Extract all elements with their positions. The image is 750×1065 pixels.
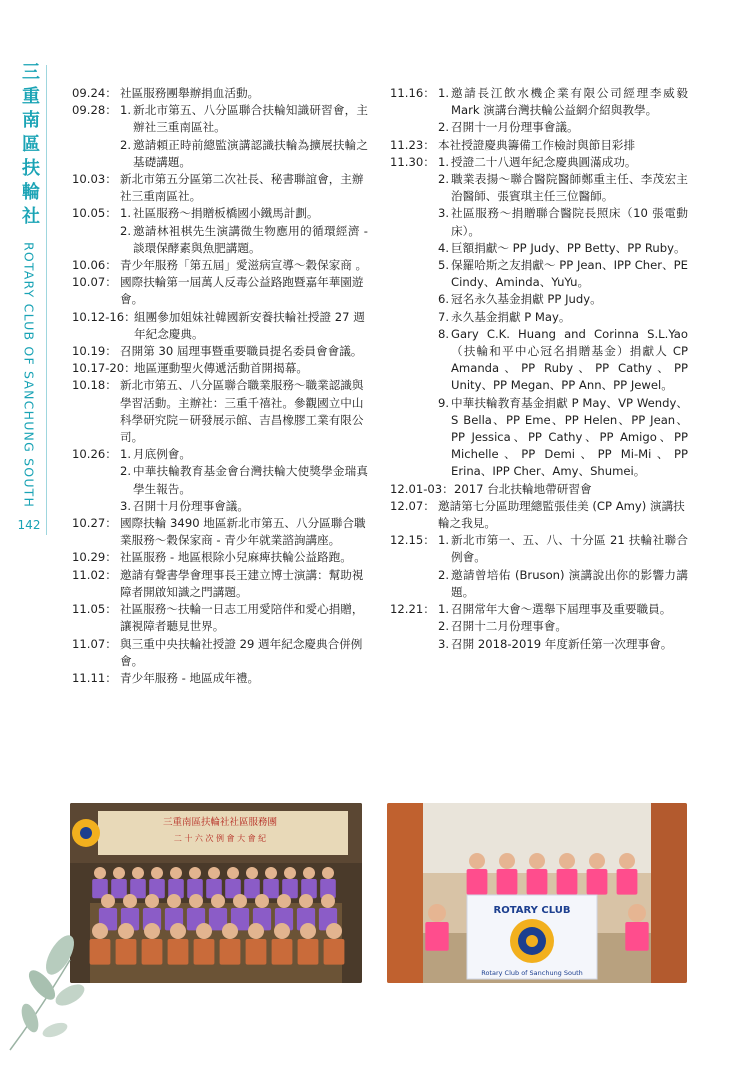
entry-item <box>438 137 688 154</box>
entry-item <box>120 223 368 257</box>
calendar-entry <box>72 377 368 446</box>
person-figure <box>587 869 608 895</box>
item-text: 新北市第五、八分區聯合扶輪知識研習會，主辦社三重南區社。 <box>133 103 368 135</box>
item-number: 6. <box>438 292 450 307</box>
person-figure <box>284 867 296 879</box>
person-figure <box>248 923 264 939</box>
entry-item <box>120 257 368 274</box>
group-photo-left <box>70 803 362 983</box>
person-figure <box>167 894 181 908</box>
entry-item <box>438 636 688 653</box>
item-number: 2. <box>438 172 450 187</box>
calendar-entry <box>390 532 688 601</box>
entry-date: 11.16： <box>390 86 435 100</box>
entry-items <box>134 309 368 343</box>
entry-item <box>438 119 688 136</box>
item-text: 授證二十八週年紀念慶典圓滿成功。 <box>451 154 637 169</box>
item-number: 1. <box>120 447 132 462</box>
item-number: 2. <box>438 567 450 582</box>
leaf-decoration-icon <box>0 900 110 1065</box>
item-text: 召開 2018-2019 年度新任第一次理事會。 <box>451 636 673 651</box>
entry-date: 10.27： <box>72 516 117 531</box>
person-figure <box>303 867 315 879</box>
entry-date: 09.24： <box>72 86 117 100</box>
entry-item <box>438 85 688 119</box>
entry-item <box>438 240 688 257</box>
person-figure <box>497 869 518 895</box>
item-text: 新北市第一、五、八、十分區 21 扶輪社聯合例會。 <box>451 533 688 565</box>
person-figure <box>277 894 291 908</box>
person-figure <box>428 904 446 922</box>
calendar-entry <box>72 446 368 515</box>
item-text: 職業表揚～聯合醫院醫師鄭重主任、李茂宏主治醫師、張賓琪主任三位醫師。 <box>451 172 688 204</box>
person-figure <box>527 869 548 895</box>
item-text: 地區運動聖火傳遞活動首開揭幕。 <box>134 361 308 376</box>
entry-item <box>120 171 368 205</box>
person-figure <box>132 867 144 879</box>
entry-items <box>120 171 368 205</box>
entry-items <box>120 515 368 549</box>
entry-items <box>454 481 688 498</box>
flag-title: ROTARY CLUB <box>493 905 571 916</box>
person-figure <box>628 904 646 922</box>
entry-items <box>120 257 368 274</box>
club-name-english: ROTARY CLUB OF SANCHUNG SOUTH <box>21 242 37 509</box>
item-number: 8. <box>438 326 450 341</box>
entry-item <box>120 636 368 670</box>
entry-date: 11.05： <box>72 602 117 617</box>
entry-items <box>438 85 688 137</box>
page-number: 142 <box>17 518 41 533</box>
person-figure <box>118 923 134 939</box>
group-photo-right <box>387 803 687 983</box>
item-text: 邀請長江飲水機企業有限公司經理李威毅 Mark 演講台灣扶輪公益網介紹與教學。 <box>451 86 688 118</box>
person-figure <box>211 894 225 908</box>
entry-items <box>120 85 368 102</box>
entry-item <box>120 515 368 549</box>
person-figure <box>168 939 189 965</box>
item-number: 1. <box>438 533 450 548</box>
item-text: 國際扶輪 3490 地區新北市第五、八分區聯合職業服務～穀保家商 - 青少年就業諮詢講座。 <box>120 516 366 548</box>
left-column <box>72 85 368 687</box>
entry-items <box>120 343 368 360</box>
item-text: 永久基金捐獻 P May。 <box>451 309 571 324</box>
entry-item <box>438 567 688 601</box>
person-figure <box>123 894 137 908</box>
person-figure <box>467 869 488 895</box>
calendar-entry <box>390 481 688 498</box>
entry-item <box>454 481 688 498</box>
entry-items <box>120 274 368 308</box>
item-number: 1. <box>120 103 132 118</box>
entry-date: 12.07： <box>390 498 435 513</box>
person-figure <box>208 867 220 879</box>
item-text: 月底例會。 <box>133 447 191 462</box>
right-column <box>390 85 688 653</box>
entry-items <box>438 601 688 653</box>
person-figure <box>116 939 137 965</box>
item-number: 9. <box>438 395 450 410</box>
item-text: 邀請頼正時前總監演講認識扶輪為擴展扶輪之基礎講題。 <box>133 137 368 169</box>
person-figure <box>322 867 334 879</box>
entry-item <box>120 567 368 601</box>
person-figure <box>220 939 241 965</box>
entry-date: 11.07： <box>72 636 117 651</box>
item-text: 召開第 30 屆理事暨重要職員提名委員會會議。 <box>120 344 363 359</box>
entry-date: 10.18： <box>72 378 117 393</box>
entry-item <box>120 343 368 360</box>
calendar-entry <box>390 498 688 532</box>
entry-item <box>438 618 688 635</box>
entry-item <box>438 257 688 291</box>
entry-date: 09.28： <box>72 103 117 118</box>
entry-items <box>120 670 368 687</box>
item-number: 5. <box>438 258 450 273</box>
entry-item <box>120 274 368 308</box>
person-figure <box>324 939 345 965</box>
item-text: 中華扶輪教育基金會台灣扶輪大使獎學金瑞真學生報告。 <box>133 464 368 496</box>
item-text: 本社授證慶典籌備工作檢討與節目彩排 <box>438 137 636 152</box>
item-text: 召開十二月份理事會。 <box>451 619 567 634</box>
entry-item <box>438 291 688 308</box>
calendar-entry <box>72 636 368 670</box>
calendar-entry <box>72 102 368 171</box>
entry-date: 11.30： <box>390 154 435 169</box>
person-figure <box>625 922 648 951</box>
calendar-entry <box>390 154 688 481</box>
item-text: 巨額捐獻～ PP Judy、PP Betty、PP Ruby。 <box>451 240 686 255</box>
entry-item <box>438 498 688 532</box>
entry-items <box>134 360 368 377</box>
entry-item <box>438 154 688 171</box>
banner-sub-text: 二 十 六 次 例 會 大 會 紀 <box>173 834 267 843</box>
entry-item <box>438 205 688 239</box>
entry-item <box>120 670 368 687</box>
item-number: 3. <box>438 206 450 221</box>
item-text: 召開十一月份理事會議。 <box>451 120 579 135</box>
item-text: 新北市第五分區第二次社長、秘書聯誼會，主辦社三重南區社。 <box>120 172 364 204</box>
item-text: 邀請林袓棋先生演講微生物應用的循環經濟 - 談環保酵素與魚肥講題。 <box>133 223 368 255</box>
person-figure <box>499 853 515 869</box>
item-number: 7. <box>438 309 450 324</box>
entry-item <box>438 601 688 618</box>
entry-items <box>120 377 368 446</box>
person-figure <box>196 923 212 939</box>
calendar-entry <box>390 601 688 653</box>
entry-items <box>438 154 688 481</box>
item-number: 1. <box>438 154 450 169</box>
person-figure <box>189 867 201 879</box>
person-figure <box>246 939 267 965</box>
item-text: 保羅哈斯之友捐獻～ PP Jean、IPP Cher、PE Cindy、Aminda、YuYu。 <box>451 258 688 290</box>
person-figure <box>589 853 605 869</box>
item-number: 4. <box>438 240 450 255</box>
item-number: 2. <box>120 223 132 238</box>
entry-date: 10.07： <box>72 275 117 290</box>
calendar-entry <box>72 549 368 566</box>
person-figure <box>557 869 578 895</box>
entry-items <box>438 137 688 154</box>
entry-date: 12.15： <box>390 533 435 548</box>
entry-items <box>438 532 688 601</box>
entry-item <box>120 446 368 463</box>
entry-item <box>120 205 368 222</box>
entry-date: 10.26： <box>72 447 117 462</box>
item-text: 新北市第五、八分區聯合職業服務～職業認識與學習活動。主辦社：三重千禧社。參觀國立中山科學研究院－研發展示館、吉昌橡膠工業有限公司。 <box>120 378 364 445</box>
person-figure <box>151 867 163 879</box>
person-figure <box>321 894 335 908</box>
entry-items <box>438 498 688 532</box>
item-number: 2. <box>120 137 132 152</box>
entry-date: 12.01-03： <box>390 481 454 496</box>
person-figure <box>170 867 182 879</box>
sidebar-divider <box>46 65 47 535</box>
item-text: 召開常年大會～選舉下屆理事及重要職員。 <box>451 602 672 617</box>
item-number: 3. <box>120 498 132 513</box>
person-figure <box>425 922 448 951</box>
side-header <box>14 62 44 532</box>
entry-item <box>120 463 368 497</box>
person-figure <box>326 923 342 939</box>
entry-item <box>438 309 688 326</box>
entry-items <box>120 205 368 257</box>
calendar-entry <box>72 515 368 549</box>
item-text: 社區服務～捐贈聯合醫院長照床（10 張電動床）。 <box>451 206 688 238</box>
item-text: 社區服務～扶輪一日志工用愛陪伴和愛心捐贈，讓視障者聽見世界。 <box>120 602 364 634</box>
entry-date: 10.05： <box>72 206 117 221</box>
group-photo-illustration <box>70 803 362 983</box>
entry-item <box>438 326 688 395</box>
person-figure <box>144 923 160 939</box>
person-figure <box>194 939 215 965</box>
item-number: 2. <box>120 464 132 479</box>
entry-date: 12.21： <box>390 602 435 617</box>
item-number: 2. <box>438 120 450 135</box>
club-name-chinese: 三重南區扶輪社 <box>19 62 40 230</box>
item-text: 組團參加姐妹社韓國新安養扶輪社授證 27 週年紀念慶典。 <box>134 309 365 341</box>
entry-items <box>120 446 368 515</box>
item-text: 冠名永久基金捐獻 PP Judy。 <box>451 292 602 307</box>
entry-item <box>438 395 688 481</box>
entry-date: 10.03： <box>72 172 117 187</box>
item-number: 3. <box>438 636 450 651</box>
item-text: 中華扶輪教育基金捐獻 P May、VP Wendy、S Bella、PP Eme、PP Helen、PP Jean、PP Jessica、PP Cathy、PP Amigo、PP Michelle、PP Demi、PP Mi-Mi、PP Erina、IPP Cher、Amy、Shumei。 <box>451 395 688 479</box>
calendar-entry <box>72 670 368 687</box>
item-text: 邀請第七分區助理總監張佳美 (CP Amy) 演講扶輪之我見。 <box>438 498 685 531</box>
item-number: 1. <box>120 206 132 221</box>
person-figure <box>94 867 106 879</box>
person-figure <box>617 869 638 895</box>
entry-item <box>120 137 368 171</box>
item-text: 社區服務團舉辦捐血活動。 <box>120 86 260 100</box>
banner-text: 三重南區扶輪社社區服務團 <box>162 817 278 828</box>
person-figure <box>272 939 293 965</box>
person-figure <box>265 867 277 879</box>
item-text: Gary C.K. Huang and Corinna S.L.Yao （扶輪和平中心冠名捐贈基金）捐獻人 CP Amanda、PP Ruby、PP Cathy、PP Unity、PP Megan、PP Ann、PP Jewel。 <box>451 326 688 393</box>
calendar-entry <box>72 274 368 308</box>
person-figure <box>111 879 127 898</box>
item-number: 1. <box>438 602 450 617</box>
entry-item <box>120 102 368 136</box>
item-text: 社區服務～捐贈板橋國小鐵馬計劃。 <box>133 206 319 221</box>
item-text: 青少年服務 - 地區成年禮。 <box>120 670 260 685</box>
entry-date: 10.17-20： <box>72 361 136 376</box>
entry-date: 10.06： <box>72 258 117 273</box>
entry-item <box>438 171 688 205</box>
calendar-entry <box>72 601 368 635</box>
calendar-entry <box>72 171 368 205</box>
flag-photo-illustration <box>387 803 687 983</box>
entry-item <box>120 85 368 102</box>
calendar-entry <box>72 567 368 601</box>
entry-item <box>120 601 368 635</box>
entry-items <box>120 567 368 601</box>
calendar-entry <box>390 137 688 154</box>
calendar-entry <box>72 257 368 274</box>
person-figure <box>274 923 290 939</box>
calendar-entry <box>72 205 368 257</box>
calendar-entry <box>72 343 368 360</box>
person-figure <box>559 853 575 869</box>
person-figure <box>227 867 239 879</box>
entry-items <box>120 549 368 566</box>
person-figure <box>233 894 247 908</box>
flag-subtitle: Rotary Club of Sanchung South <box>481 969 583 977</box>
person-figure <box>469 853 485 869</box>
entry-date: 11.02： <box>72 567 117 582</box>
entry-item <box>134 360 368 377</box>
entry-date: 10.19： <box>72 344 117 359</box>
person-figure <box>300 923 316 939</box>
item-text: 青少年服務「第五屆」愛滋病宣導～穀保家商 。 <box>120 258 368 273</box>
entry-items <box>120 636 368 670</box>
entry-item <box>438 532 688 566</box>
calendar-entry <box>72 309 368 343</box>
person-figure <box>189 894 203 908</box>
item-text: 邀請曾培佑 (Bruson) 演講說出你的影響力講題。 <box>451 567 688 599</box>
person-figure <box>222 923 238 939</box>
entry-item <box>134 309 368 343</box>
calendar-entry <box>390 85 688 137</box>
item-text: 邀請有聲書學會理事長王建立博士演講：幫助視障者開啟知識之門講題。 <box>120 567 364 599</box>
person-figure <box>255 894 269 908</box>
item-text: 社區服務 - 地區根除小兒麻痺扶輪公益路跑。 <box>120 550 352 565</box>
item-number: 2. <box>438 619 450 634</box>
person-figure <box>244 879 260 898</box>
entry-items <box>120 601 368 635</box>
person-figure <box>299 894 313 908</box>
person-figure <box>142 939 163 965</box>
entry-date: 11.23： <box>390 137 435 152</box>
person-figure <box>145 894 159 908</box>
item-text: 召開十月份理事會議。 <box>133 498 249 513</box>
item-number: 1. <box>438 86 450 100</box>
item-text: 國際扶輪第一屆萬人反毒公益路跑暨嘉年華園遊會。 <box>120 275 364 307</box>
person-figure <box>619 853 635 869</box>
calendar-entry <box>72 360 368 377</box>
item-text: 與三重中央扶輪社授證 29 週年紀念慶典合併例會。 <box>120 636 363 668</box>
entry-date: 10.29： <box>72 550 117 565</box>
entry-item <box>120 549 368 566</box>
person-figure <box>246 867 258 879</box>
entry-date: 11.11： <box>72 670 117 685</box>
entry-items <box>120 102 368 171</box>
person-figure <box>113 867 125 879</box>
person-figure <box>170 923 186 939</box>
entry-item <box>120 498 368 515</box>
item-text: 2017 台北扶輪地帶研習會 <box>454 481 592 496</box>
entry-item <box>120 377 368 446</box>
calendar-entry <box>72 85 368 102</box>
person-figure <box>298 939 319 965</box>
person-figure <box>529 853 545 869</box>
entry-date: 10.12-16： <box>72 309 136 324</box>
